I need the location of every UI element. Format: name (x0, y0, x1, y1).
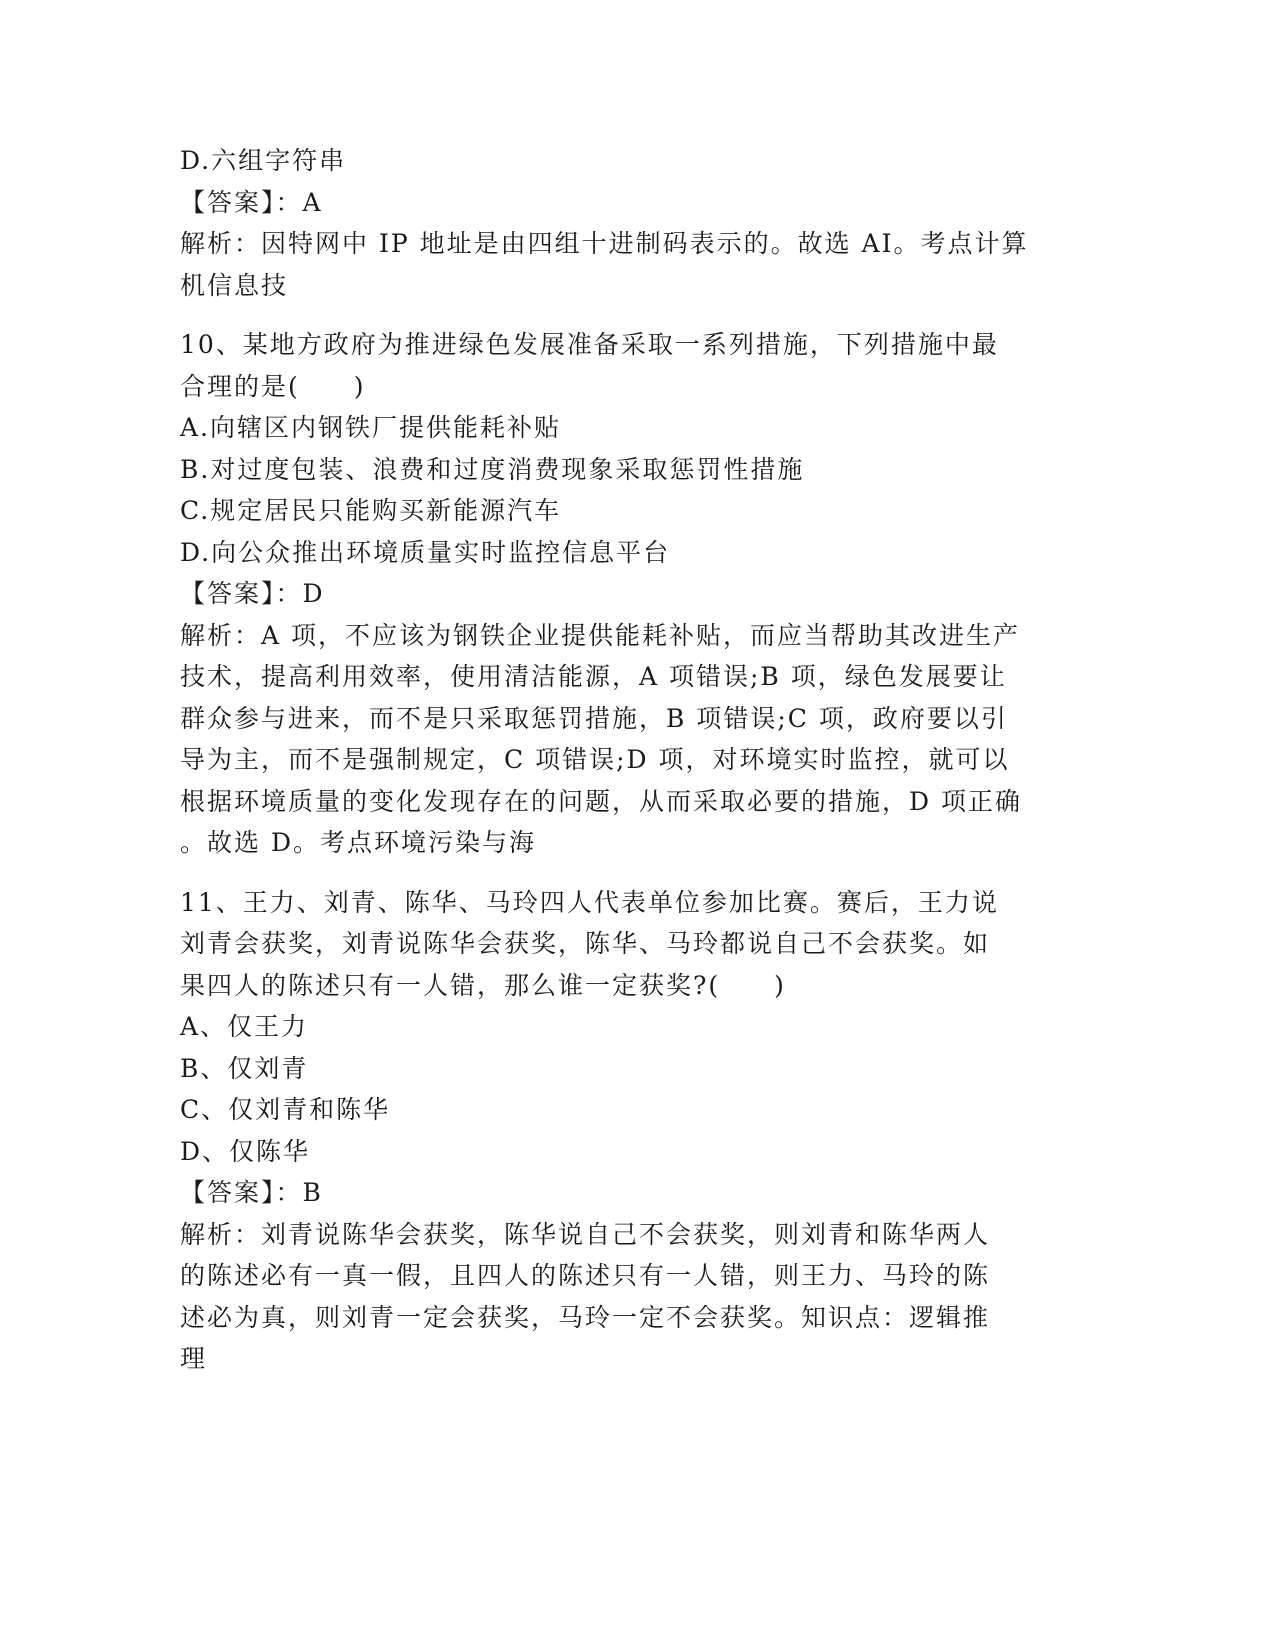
q10-analysis-line: 根据环境质量的变化发现存在的问题，从而采取必要的措施，D 项正确 (180, 786, 1022, 816)
question-10 (180, 324, 1040, 864)
q11-stem-line: 果四人的陈述只有一人错，那么谁一定获奖?( ) (180, 970, 786, 1000)
q11-option-b: B、仅刘青 (180, 1053, 309, 1083)
q11-option-c: C、仅刘青和陈华 (180, 1095, 391, 1124)
q10-stem-line: 合理的是( ) (180, 371, 366, 401)
q10-analysis-line: 解析：A 项，不应该为钢铁企业提供能耗补贴，而应当帮助其改进生产 (180, 620, 1021, 650)
q11-analysis-line: 解析：刘青说陈华会获奖，陈华说自己不会获奖，则刘青和陈华两人 (180, 1219, 991, 1249)
q10-option-b: B.对过度包装、浪费和过度消费现象采取惩罚性措施 (180, 454, 805, 484)
q9-option-d: D.六组字符串 (180, 146, 347, 175)
section-gap (180, 306, 1040, 324)
q10-analysis-line: 群众参与进来，而不是只采取惩罚措施，B 项错误;C 项，政府要以引 (180, 703, 1008, 733)
q10-analysis-line: 技术，提高利用效率，使用清洁能源，A 项错误;B 项，绿色发展要让 (180, 662, 1007, 691)
q10-option-a: A.向辖区内钢铁厂提供能耗补贴 (180, 413, 562, 442)
q11-analysis-line: 的陈述必有一真一假，且四人的陈述只有一人错，则王力、马玲的陈 (180, 1261, 991, 1290)
q9-analysis-line: 机信息技 (180, 270, 289, 300)
question-9-tail (180, 140, 1040, 306)
q10-option-c: C.规定居民只能购买新能源汽车 (180, 496, 562, 525)
q11-stem-line: 11、王力、刘青、陈华、马玲四人代表单位参加比赛。赛后，王力说 (180, 887, 999, 917)
q10-stem-line: 10、某地方政府为推进绿色发展准备采取一系列措施，下列措施中最 (180, 330, 999, 359)
q10-option-d: D.向公众推出环境质量实时监控信息平台 (180, 537, 671, 567)
document-page (180, 140, 1040, 1380)
q11-answer: 【答案】：B (180, 1178, 323, 1207)
question-11 (180, 882, 1040, 1380)
q9-answer: 【答案】：A (180, 187, 323, 217)
q11-analysis-line: 理 (180, 1344, 208, 1373)
section-gap (180, 864, 1040, 882)
q11-analysis-line: 述必为真，则刘青一定会获奖，马玲一定不会获奖。知识点：逻辑推 (180, 1302, 991, 1332)
q9-analysis-line: 解析：因特网中 IP 地址是由四组十进制码表示的。故选 AI。考点计算 (180, 229, 1029, 258)
q11-option-d: D、仅陈华 (180, 1136, 311, 1166)
q10-answer: 【答案】：D (180, 579, 325, 608)
q11-option-a: A、仅王力 (180, 1012, 309, 1041)
q10-analysis-line: 。故选 D。考点环境污染与海 (180, 828, 536, 857)
q10-analysis-line: 导为主，而不是强制规定，C 项错误;D 项，对环境实时监控，就可以 (180, 745, 1010, 774)
q11-stem-line: 刘青会获奖，刘青说陈华会获奖，陈华、马玲都说自己不会获奖。如 (180, 929, 991, 958)
